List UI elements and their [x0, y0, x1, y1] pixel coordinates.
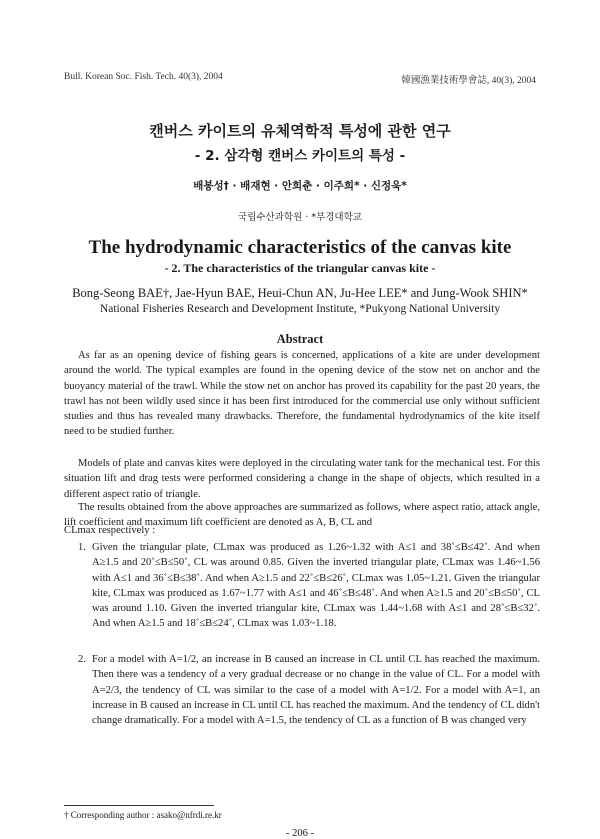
abstract-paragraph-4: CLmax respectively : — [64, 525, 156, 536]
english-subtitle: - 2. The characteristics of the triangular canvas kite - — [164, 261, 436, 275]
running-header-left: Bull. Korean Soc. Fish. Tech. 40(3), 2004 — [64, 72, 223, 82]
footnote: † Corresponding author : asako@nfrdi.re.kr — [64, 810, 222, 820]
korean-subtitle: - 2. 삼각형 캔버스 카이트의 특성 - — [194, 148, 406, 164]
abstract-paragraph-2: Models of plate and canvas kites were deployed in the circulating water tank for the mechanical test. For this situation lift and drag tests were performed considering a change in the shape of objects, which resulted in a different aspect ratio of triangle. — [64, 458, 540, 500]
korean-affiliation: 국립수산과학원 · *부경대학교 — [238, 212, 362, 223]
abstract-paragraph-3: The results obtained from the above approaches are summarized as follows, where aspect ratio, attack angle, lift coefficient and maximum lift coefficient are denoted as A, B, CL and — [64, 502, 540, 529]
english-authors: Bong-Seong BAE†, Jae-Hyun BAE, Heui-Chun AN, Ju-Hee LEE* and Jung-Wook SHIN* — [72, 286, 528, 300]
english-title: The hydrodynamic characteristics of the canvas kite — [88, 237, 512, 258]
abstract-heading: Abstract — [276, 332, 324, 346]
korean-title: 캔버스 카이트의 유체역학적 특성에 관한 연구 — [149, 122, 451, 140]
list-item-text: For a model with A=1/2, an increase in B caused an increase in CL until CL has reached the maximum. Then there was a tendency of a very gradual decrease or no change in the value of CL. For a model with A=2/3, the tendency of CL was similar to the case of a model with A=1/2. For a model with A=1, an increase in B caused an increase in CL until CL has reached the maximum. And the tendency of CL didn't change dramatically. For a model with A=1.5, the tendency of CL as a function of B was changed very — [92, 654, 540, 727]
abstract-paragraph-1: As far as an opening device of fishing gears is concerned, applications of a kite are under development around the world. The typical examples are found in the opening device of the stow net on anchor and the buoyancy material of the trawl. While the stow net on anchor has proved its capability for the past 20 years, the trawl has not been wildly used since it has been first introduced for the commercial use only without sufficient studies and thus has revealed many drawbacks. Therefore, the fundamental hydrodynamics of the kite itself need to be studied further. — [64, 350, 540, 438]
page-number: - 206 - — [286, 828, 314, 839]
list-item-number: 1. — [78, 542, 86, 553]
footnote-divider — [64, 805, 214, 806]
english-affiliation: National Fisheries Research and Development Institute, *Pukyong National University — [99, 303, 501, 315]
result-list-item — [78, 540, 540, 632]
running-header-right: 韓國漁業技術學會誌, 40(3), 2004 — [401, 76, 536, 86]
result-list-item — [78, 652, 540, 728]
korean-authors: 배봉성† · 배재현 · 안희춘 · 이주희* · 신정욱* — [193, 180, 407, 192]
list-item-text: Given the triangular plate, CLmax was produced as 1.26~1.32 with A≤1 and 38˚≤B≤42˚. And when A≥1.5 and 20˚≤B≤50˚, CL was around 0.85. Given the inverted triangular plate, CLmax was 1.46~1.56 with A≤1 and 36˚≤B≤38˚. And when A≥1.5 and 22˚≤B≤26˚, CLmax was 1.05~1.21. Given the triangular kite, CLmax was produced as 1.67~1.77 with A≤1 and 46˚≤B≤48˚. And when A≥1.5 and 20˚≤B≤50˚, CL was around 1.10. Given the inverted triangular kite, CLmax was 1.44~1.68 with A≤1 and 28˚≤B≤32˚. And when A≥1.5 and 18˚≤B≤24˚, CLmax was 1.03~1.18. — [92, 542, 540, 630]
list-item-number: 2. — [78, 654, 86, 665]
